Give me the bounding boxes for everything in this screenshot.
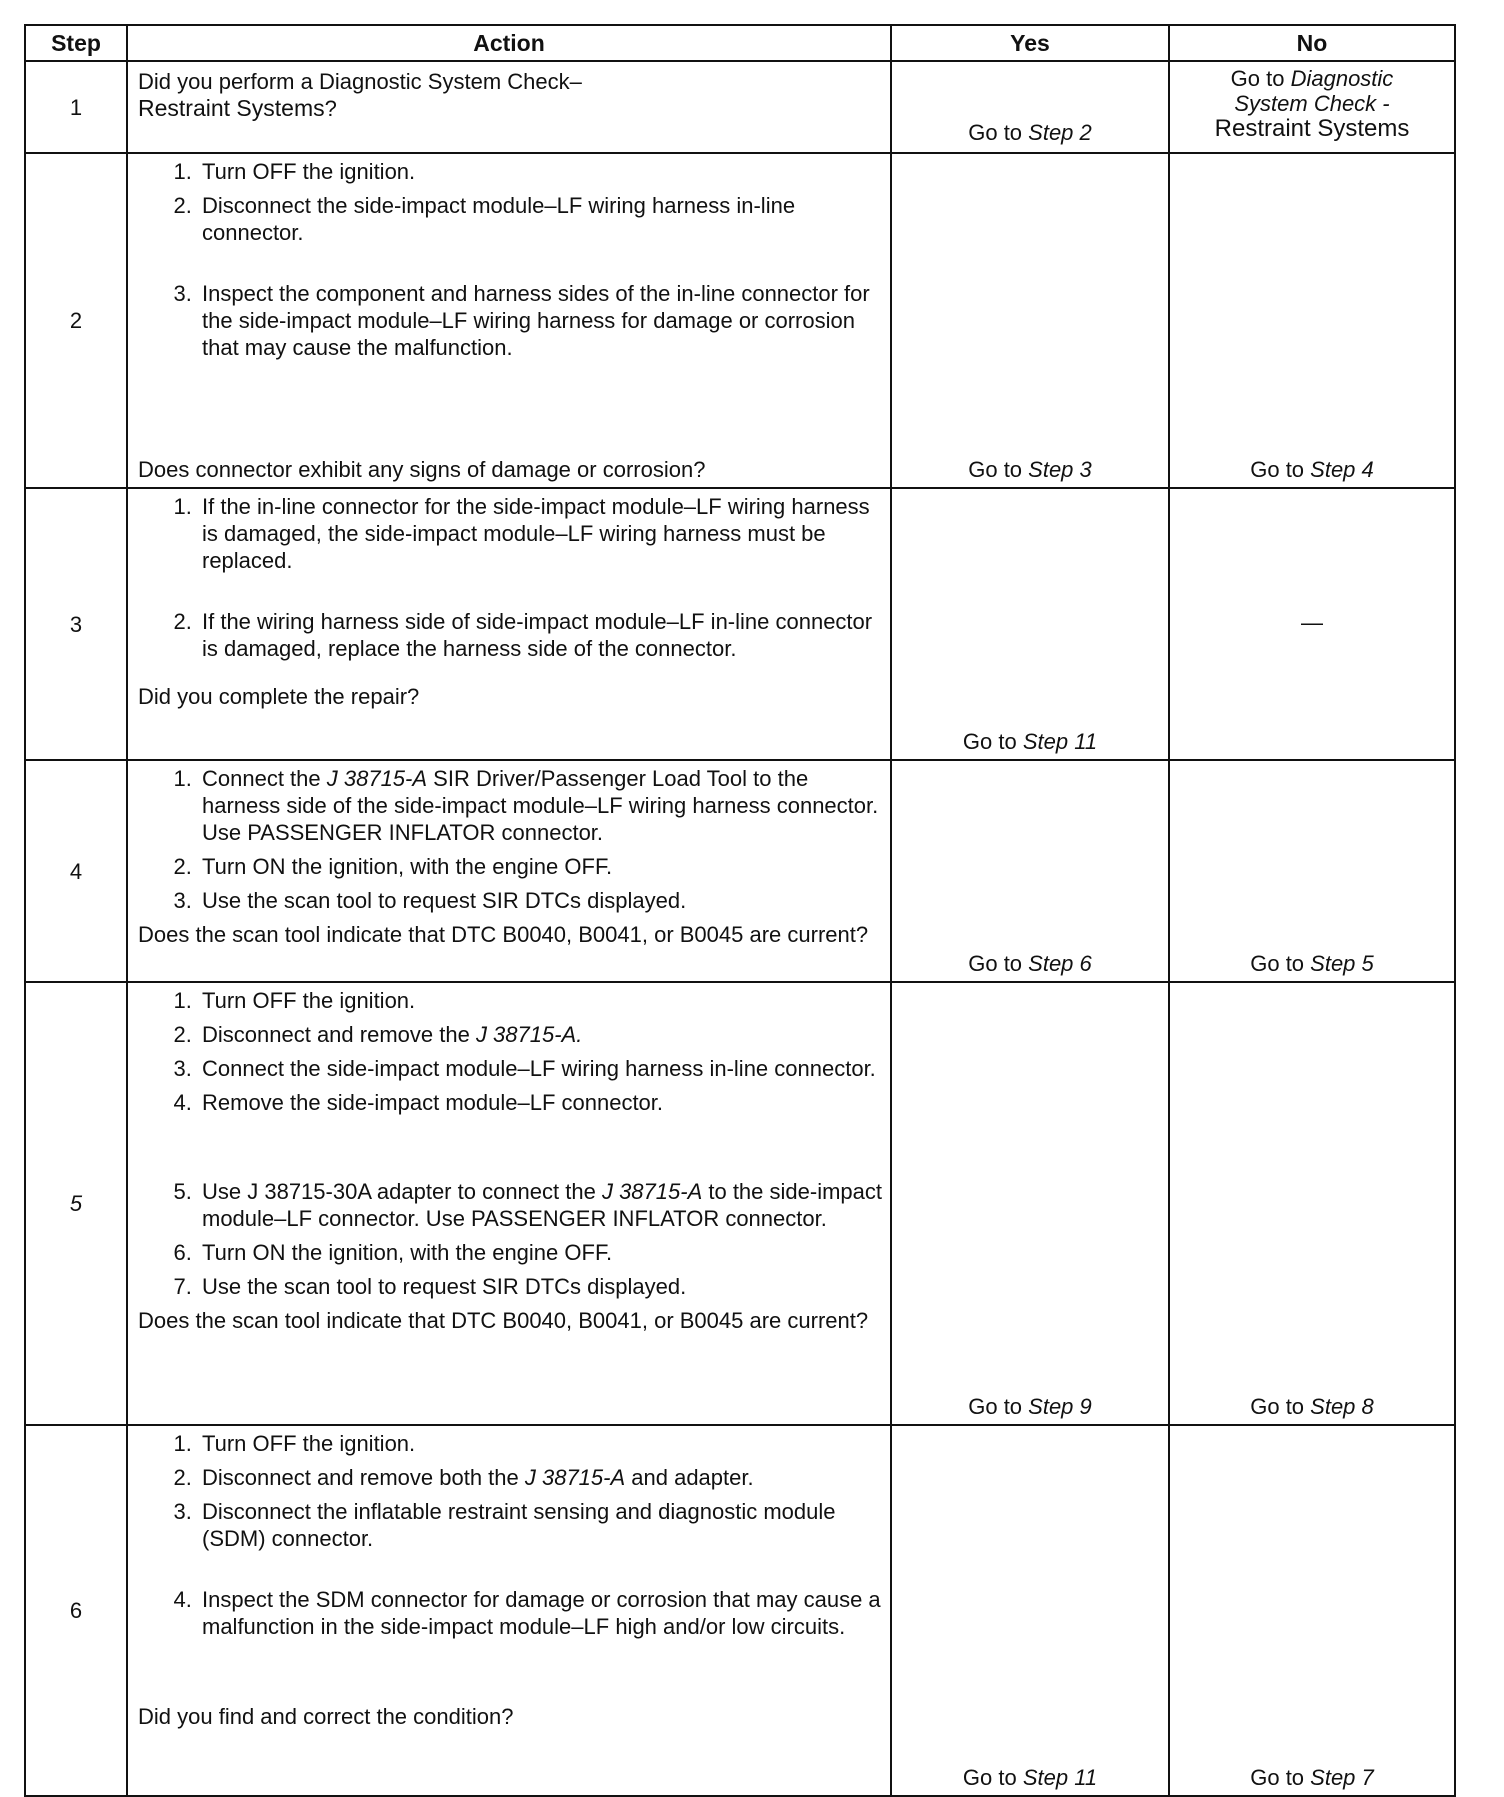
no-prefix: Go to — [1250, 1394, 1311, 1419]
no-cell — [1169, 760, 1455, 982]
action-intro-line-2: Restraint Systems — [138, 95, 325, 121]
tool-name: J 38715-A — [601, 1179, 703, 1204]
no-cell — [1169, 153, 1455, 488]
action-item: 6. Turn ON the ignition, with the engine OFF. — [198, 1239, 882, 1266]
no-ref-line-1: Diagnostic — [1290, 66, 1394, 91]
table-row — [25, 153, 1455, 488]
action-item: 2. Disconnect the side-impact module–LF wiring harness in-line connector. — [198, 192, 882, 246]
action-item: 1. Turn OFF the ignition. — [198, 158, 882, 185]
step-number: 6 — [25, 1425, 127, 1796]
no-cell — [1169, 1425, 1455, 1796]
no-prefix: Go to — [1230, 66, 1291, 91]
no-ref-line-2: System Check - — [1234, 91, 1390, 116]
yes-step-ref: Step 2 — [1028, 120, 1092, 145]
action-intro-question-mark: ? — [324, 96, 337, 121]
table-row — [25, 61, 1455, 153]
diagnostic-sheet — [24, 24, 1454, 1797]
yes-prefix: Go to — [968, 457, 1029, 482]
action-cell — [127, 488, 891, 760]
action-cell — [127, 1425, 891, 1796]
tool-name: J 38715-A. — [475, 1022, 583, 1047]
action-item: 2. If the wiring harness side of side-impact module–LF in-line connector is damaged, replace the harness side of the connector. — [198, 608, 882, 662]
no-step-ref: Step 4 — [1310, 457, 1374, 482]
yes-step-ref: Step 11 — [1022, 729, 1098, 754]
yes-prefix: Go to — [968, 120, 1029, 145]
yes-step-ref: Step 11 — [1022, 1765, 1098, 1790]
action-cell — [127, 982, 891, 1425]
table-row — [25, 982, 1455, 1425]
action-cell — [127, 153, 891, 488]
action-list — [138, 1430, 882, 1640]
action-item: 4. Inspect the SDM connector for damage or corrosion that may cause a malfunction in the side-impact module–LF high and/or low circuits. — [198, 1586, 882, 1640]
action-question: Does the scan tool indicate that DTC B0040, B0041, or B0045 are current? — [138, 1308, 869, 1333]
step-number: 2 — [25, 153, 127, 488]
no-prefix: Go to — [1250, 1765, 1311, 1790]
yes-prefix: Go to — [968, 951, 1029, 976]
action-question: Does connector exhibit any signs of damage or corrosion? — [138, 457, 706, 482]
yes-cell — [891, 982, 1169, 1425]
header-yes: Yes — [891, 25, 1169, 61]
no-cell — [1169, 982, 1455, 1425]
table-row — [25, 488, 1455, 760]
action-item: 1. Turn OFF the ignition. — [198, 1430, 882, 1457]
step-number: 1 — [25, 61, 127, 153]
action-list — [138, 493, 882, 662]
action-item: 3. Use the scan tool to request SIR DTCs displayed. — [198, 887, 882, 914]
action-intro-line-1: Did you perform a Diagnostic System Check– — [138, 69, 582, 94]
no-step-ref: Step 5 — [1310, 951, 1374, 976]
action-cell — [127, 61, 891, 153]
action-list — [138, 158, 882, 361]
diagnostic-table — [24, 24, 1456, 1797]
step-number: 5 — [25, 982, 127, 1425]
yes-step-ref: Step 3 — [1028, 457, 1092, 482]
no-ref-line-3: Restraint Systems — [1214, 115, 1410, 142]
yes-step-ref: Step 9 — [1028, 1394, 1092, 1419]
tool-name: J 38715-A — [326, 766, 428, 791]
header-step: Step — [25, 25, 127, 61]
tool-name: J 38715-A — [524, 1465, 626, 1490]
action-item: 1. Turn OFF the ignition. — [198, 987, 882, 1014]
action-item: 3. Inspect the component and harness sides of the in-line connector for the side-impact module–LF wiring harness for damage or corrosion that may cause the malfunction. — [198, 280, 882, 361]
no-cell — [1169, 61, 1455, 153]
yes-prefix: Go to — [962, 1765, 1023, 1790]
yes-cell — [891, 1425, 1169, 1796]
action-item: 1. Connect the J 38715-A SIR Driver/Passenger Load Tool to the harness side of the side-impact module–LF wiring harness connector. Use PASSENGER INFLATOR connector. — [198, 765, 882, 846]
step-number: 4 — [25, 760, 127, 982]
action-question: Did you find and correct the condition? — [138, 1704, 514, 1729]
no-step-ref: Step 7 — [1310, 1765, 1374, 1790]
action-list — [138, 987, 882, 1300]
action-list — [138, 765, 882, 914]
action-item: 4. Remove the side-impact module–LF connector. — [198, 1089, 882, 1116]
table-row — [25, 1425, 1455, 1796]
yes-cell — [891, 760, 1169, 982]
step-number: 3 — [25, 488, 127, 760]
yes-prefix: Go to — [968, 1394, 1029, 1419]
no-cell: — — [1169, 488, 1455, 760]
no-prefix: Go to — [1250, 951, 1311, 976]
action-item: 2. Disconnect and remove both the J 38715-A and adapter. — [198, 1464, 882, 1491]
action-cell — [127, 760, 891, 982]
action-item: 3. Disconnect the inflatable restraint sensing and diagnostic module (SDM) connector. — [198, 1498, 882, 1552]
action-question: Does the scan tool indicate that DTC B0040, B0041, or B0045 are current? — [138, 922, 869, 947]
header-row — [25, 25, 1455, 61]
yes-cell — [891, 153, 1169, 488]
action-question: Did you complete the repair? — [138, 684, 420, 709]
action-item: 3. Connect the side-impact module–LF wiring harness in-line connector. — [198, 1055, 882, 1082]
action-item: 2. Disconnect and remove the J 38715-A. — [198, 1021, 882, 1048]
yes-prefix: Go to — [962, 729, 1023, 754]
yes-step-ref: Step 6 — [1028, 951, 1092, 976]
action-item: 2. Turn ON the ignition, with the engine OFF. — [198, 853, 882, 880]
header-action: Action — [127, 25, 891, 61]
action-item: 7. Use the scan tool to request SIR DTCs displayed. — [198, 1273, 882, 1300]
yes-cell — [891, 61, 1169, 153]
action-item: 1. If the in-line connector for the side-impact module–LF wiring harness is damaged, the side-impact module–LF wiring harness must be replaced. — [198, 493, 882, 574]
header-no: No — [1169, 25, 1455, 61]
no-prefix: Go to — [1250, 457, 1311, 482]
table-row — [25, 760, 1455, 982]
no-step-ref: Step 8 — [1310, 1394, 1374, 1419]
action-item: 5. Use J 38715-30A adapter to connect the J 38715-A to the side-impact module–LF connector. Use PASSENGER INFLATOR connector. — [198, 1178, 882, 1232]
yes-cell — [891, 488, 1169, 760]
